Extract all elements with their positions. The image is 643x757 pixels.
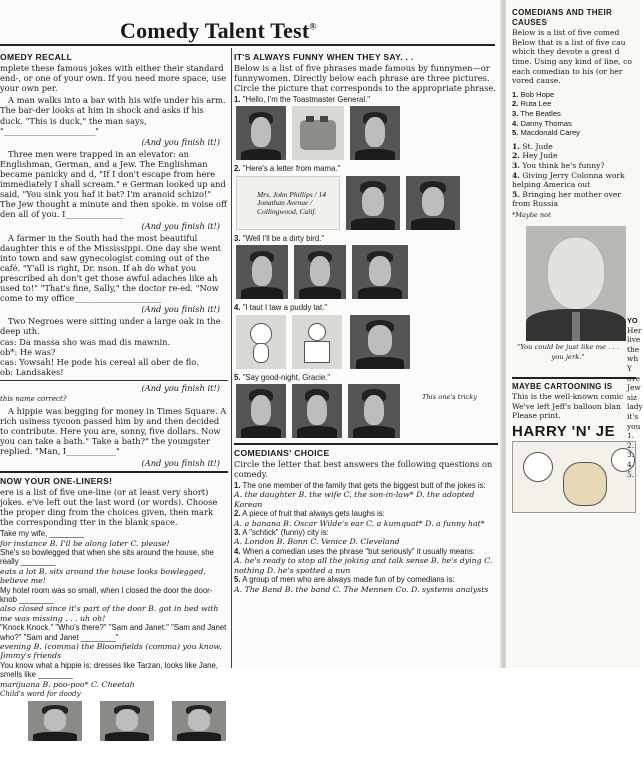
comedians-choice-heading: COMEDIANS' CHOICE xyxy=(234,448,330,459)
finish-label-3: (And you finish it!) xyxy=(141,304,220,315)
phrase-5: 5. "Say good-night, Gracie." xyxy=(234,372,331,382)
comedian-item: 5. Macdonald Carey xyxy=(512,128,580,138)
joke-1: A man walks into a bar with his wife under his arm. The bar-der looks at him in shock and asks if his duck. "This is duck," the man says, "______________________" xyxy=(0,95,226,136)
joke-4: Two Negroes were sitting under a large oak in the deep uth. xyxy=(0,316,221,337)
dialogue-line-2: ob*: He was? xyxy=(0,346,56,357)
tricky-caption: This one's tricky xyxy=(422,393,477,402)
comedian-item: 4. Danny Thomas xyxy=(512,118,572,128)
recall-footnote: this name correct? xyxy=(0,395,67,403)
toaster-photo[interactable] xyxy=(292,106,344,160)
cartoon-bird-image[interactable] xyxy=(236,315,286,369)
one-liner-2-choices: eats a lot B. sits around the house looks bowlegged, believe me! xyxy=(0,566,206,586)
portrait-photo[interactable] xyxy=(28,701,82,741)
cause-list xyxy=(512,142,636,209)
portrait-photo[interactable] xyxy=(346,176,400,230)
phrase-4-photos xyxy=(234,315,498,371)
choice-q-5-options[interactable]: A. The Band B. the band C. The Mennen Co. D. systems analysts xyxy=(234,584,489,594)
one-liner-4: "Knock Knock." "Who's there?" "Sam and Janet." "Sam and Janet who?" "Sam and Janet ________" xyxy=(0,623,227,642)
cartoon-character-image[interactable] xyxy=(292,315,342,369)
section-rule xyxy=(234,443,498,445)
portrait-photo[interactable] xyxy=(292,384,342,438)
recall-intro: mplete these famous jokes with either their standard end-, or one of your own. If you need more space, use your own per. xyxy=(0,63,227,94)
phrase-4: 4. "I taut I taw a puddy tat." xyxy=(234,303,328,313)
one-liner-1-choices: for instance B. I'll be along later C. please! xyxy=(0,538,170,548)
cause-item: 1. St. Jude xyxy=(512,141,553,151)
causes-footnote: *Maybe not xyxy=(512,210,551,219)
phrase-2: 2. "Here's a letter from mama." xyxy=(234,164,341,174)
cause-item: 4. Giving Jerry Colonna work helping America out xyxy=(512,170,625,190)
phrase-5-photos xyxy=(234,384,498,440)
cutoff-column: YO Her live the wh Y ove Jew siz lady it's you 1. 2. 3. 4. 5. xyxy=(627,316,643,479)
joke-2: Three men were trapped in an elevator: an Englishman, German, and a Jew. The Englishman became panicky and d, "If I don't escape from here immediately I shall scream." e German looked up and said, "You sink you haf it bat? I'm aranoid schizo!" The Jew thought a minute and then spoke. m voise off den all of you. I______________ xyxy=(0,148,227,220)
portrait-photo[interactable] xyxy=(352,245,408,299)
one-liner-3-choices: also closed since it's part of the door B. got in bed with me was missing . . . uh oh! xyxy=(0,604,219,623)
portrait-photo[interactable] xyxy=(172,701,226,741)
comedian-item: 3. The Beatles xyxy=(512,108,561,118)
portrait-photo[interactable] xyxy=(294,245,346,299)
dialogue-line-1: cas: Da massa sho was mad dis mawnin. xyxy=(0,336,171,347)
finish-label-4: (And you finish it!) xyxy=(141,382,220,393)
phrase-2-photos xyxy=(234,176,498,232)
one-liner-2: She's so bowlegged that when she sits around the house, she really ________ xyxy=(0,547,214,567)
one-liner-4-choices: evening B. (comma) the Bloomfields (comma) you know, Jimmy's friends xyxy=(0,642,222,661)
causes-intro: Below is a list of five comed Below that is a list of five cau which they devote a great d time. Using any kind of line, co each comedian to his (or her vored cause. xyxy=(512,28,632,86)
one-liner-1: Take my wife, ________ xyxy=(0,529,85,539)
causes-heading: COMEDIANS AND THEIR CAUSES xyxy=(512,8,613,27)
comedian-portrait[interactable] xyxy=(526,226,626,341)
answer-line[interactable] xyxy=(0,380,228,381)
choice-q-1-options[interactable]: A. the daughter B. the wife C. the son-in-law* D. the adopted Korean xyxy=(234,490,475,509)
one-liners-footnote: Child's word for doody xyxy=(0,690,81,699)
comedians-choice-intro: Circle the letter that best answers the following questions on comedy. xyxy=(234,459,493,480)
cartoon-banner: HARRY 'N' JE xyxy=(512,423,616,441)
joke-5: A hippie was begging for money in Times Square. A rich usiness tycoon passed him by and then decided to contribute. Here you are, sonny, five dollars. Now you can take a bath." Take a bath?" the youngster replied. "Man, I____________" xyxy=(0,406,227,457)
cause-item: 3. You think he's funny? xyxy=(512,160,605,170)
cartoon-intro: This is the well-known comic We've left Jeff's balloon blan Please print. xyxy=(512,392,624,421)
portrait-feature xyxy=(512,220,636,362)
comedian-list xyxy=(512,90,636,138)
comedian-item: 1. Bob Hope xyxy=(512,89,555,99)
portrait-photo[interactable] xyxy=(350,315,410,369)
cause-item: 5. Bringing her mother over from Russia xyxy=(512,189,622,209)
title-rule xyxy=(0,44,495,46)
choice-q-5: 5. A group of men who are always made fun of by comedians is: xyxy=(234,575,455,585)
recall-heading: OMEDY RECALL xyxy=(0,52,73,62)
dialogue-line-4: ob: Landsakes! xyxy=(0,366,64,377)
column-divider xyxy=(231,48,232,668)
choice-q-2: 2. A piece of fruit that always gets laughs is: xyxy=(234,509,385,519)
choice-q-3-options[interactable]: A. London B. Bonn C. Venice D. Cleveland xyxy=(234,537,400,547)
comic-strip-panel[interactable] xyxy=(512,441,636,513)
joke-3: A farmer in the South had the most beautiful daughter this e of the Mississippi. One day she went into town and saw gynecologist coming out of the café. "Y'all is right, Dr. nson. If ah do what you prescribed ah don't get those awful adaches like ah used to!" "That's fine, Sally," the doctor re-ed. "Now come to my office_____________________ xyxy=(0,232,221,304)
letter-envelope-image[interactable]: Mrs. John Phillips / 14 Jonathan Avenue / Collingwood, Calif. xyxy=(236,176,340,230)
choice-q-4-options[interactable]: A. he's ready to stop all the joking and talk sense B. he's dying C. nothing D. he's spotted a nun xyxy=(234,556,493,575)
finish-label-5: (And you finish it!) xyxy=(141,457,220,468)
portrait-photo[interactable] xyxy=(236,384,286,438)
one-liners-heading: NOW YOUR ONE-LINERS! xyxy=(0,475,113,486)
phrase-1-photos xyxy=(234,106,498,162)
portrait-photo[interactable] xyxy=(100,701,154,741)
bottom-photo-strip xyxy=(0,701,228,757)
always-funny-heading: IT'S ALWAYS FUNNY WHEN THEY SAY. . . xyxy=(234,52,414,62)
choice-q-3: 3. A "schtick" (funny) city is: xyxy=(234,528,329,538)
choice-q-1: 1. The one member of the family that gets the biggest butt of the jokes is: xyxy=(234,481,486,491)
finish-label-2: (And you finish it!) xyxy=(141,220,220,231)
cause-item: 2. Hey Jude xyxy=(512,151,558,161)
one-liner-5-choices: marijuana B. poo-poo* C. Cheetah xyxy=(0,679,135,689)
one-liner-5: You know what a hippie is: dresses like Tarzan, looks like Jane, smells like ________ xyxy=(0,660,219,680)
page-title: Comedy Talent Test® xyxy=(120,18,317,43)
column-left xyxy=(0,50,228,699)
phrase-3-photos xyxy=(234,245,498,301)
one-liners-intro: ere is a list of five one-line (or at least very short) jokes. e've left out the last word (or words). Choose the proper ding from the choices given, then mark the corresponding tter in the blank space. xyxy=(0,486,218,528)
one-liner-3: My hotel room was so small, when I closed the door the door-knob ________ xyxy=(0,585,213,604)
portrait-photo[interactable] xyxy=(350,106,400,160)
section-rule xyxy=(0,471,228,473)
right-page xyxy=(505,0,643,668)
always-funny-intro: Below is a list of five phrases made famous by funnymen—or funnywomen. Directly below each phrase are three pictures. Circle the picture that corresponds to the appropriate phrase. xyxy=(234,63,496,93)
choice-q-4: 4. When a comedian uses the phrase "but seriously" it usually means: xyxy=(234,546,475,556)
cartoon-heading: MAYBE CARTOONING IS xyxy=(512,381,613,391)
portrait-caption: "You could be just like me . . . you jerk." xyxy=(516,343,620,362)
portrait-photo[interactable] xyxy=(236,245,288,299)
portrait-photo[interactable] xyxy=(236,106,286,160)
choice-q-2-options[interactable]: A. a banana B. Oscar Wilde's ear C. a kumquat* D. a funny hat* xyxy=(234,518,485,528)
phrase-1: 1. "Hello, I'm the Toastmaster General." xyxy=(234,95,371,104)
phrase-3: 3. "Well I'll be a dirty bird." xyxy=(234,233,325,243)
finish-label-1: (And you finish it!) xyxy=(141,136,220,147)
section-rule xyxy=(512,377,636,379)
comedian-item: 2. Ruta Lee xyxy=(512,99,552,109)
portrait-photo[interactable] xyxy=(348,384,400,438)
column-right xyxy=(234,50,498,668)
dialogue-line-3: cas: Yowsah! He pode his cereal all ober de flo. xyxy=(0,356,199,367)
portrait-photo[interactable] xyxy=(406,176,460,230)
